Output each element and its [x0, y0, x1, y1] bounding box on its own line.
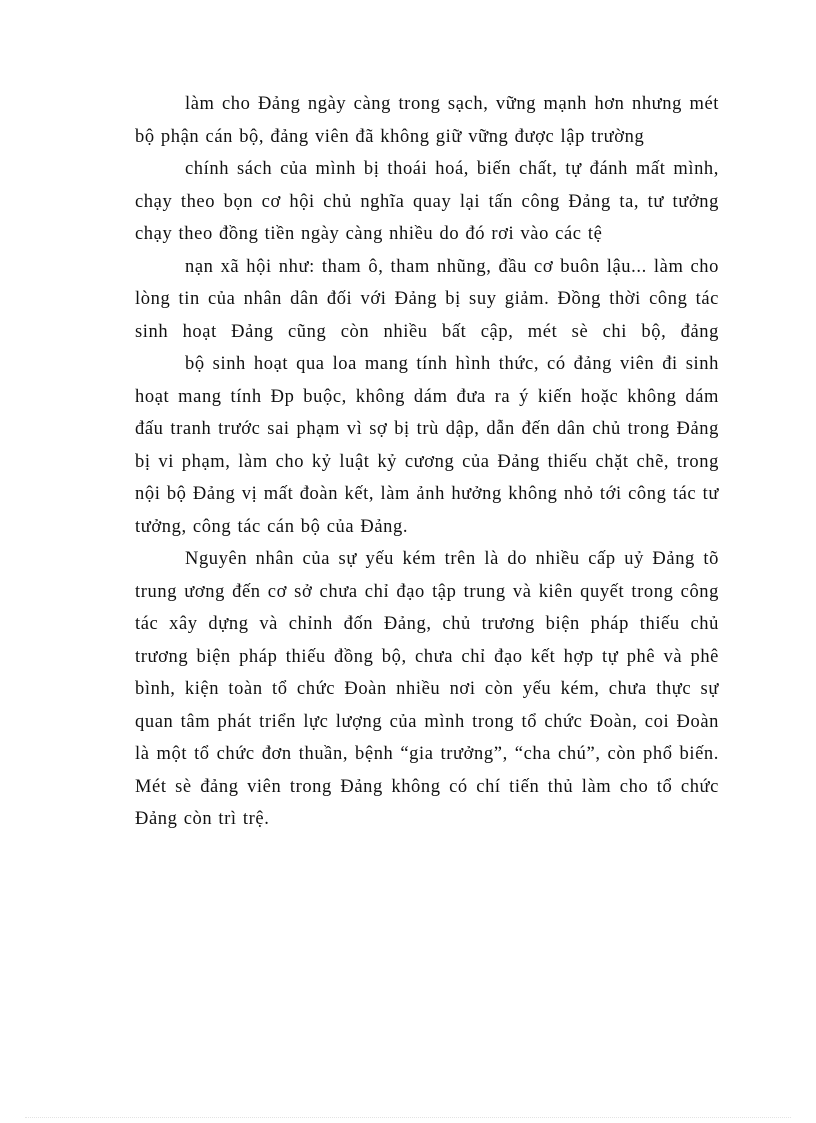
page-bottom-divider	[25, 1117, 791, 1118]
paragraph-4: bộ sinh hoạt qua loa mang tính hình thức, có đảng viên đi sinh hoạt mang tính Đp buộc, không dám đưa ra ý kiến hoặc không dám đấu tranh trước sai phạm vì sợ bị trù dập, dẫn đến dân chủ trong Đảng bị vi phạm, làm cho kỷ luật kỷ cương của Đảng thiếu chặt chẽ, trong nội bộ Đảng vị mất đoàn kết, làm ảnh hưởng không nhỏ tới công tác tư tưởng, công tác cán bộ của Đảng.	[135, 354, 719, 537]
paragraph-1: làm cho Đảng ngày càng trong sạch, vững mạnh hơn nhưng mét bộ phận cán bộ, đảng viên đã không giữ vững được lập trường	[135, 94, 719, 147]
body-text	[135, 88, 719, 836]
paragraph-2: chính sách của mình bị thoái hoá, biến chất, tự đánh mất mình, chạy theo bọn cơ hội chủ nghĩa quay lại tấn công Đảng ta, tư tưởng chạy theo đồng tiền ngày càng nhiều do đó rơi vào các tệ	[135, 159, 719, 244]
paragraph-5: Nguyên nhân của sự yếu kém trên là do nhiều cấp uỷ Đảng tõ trung ương đến cơ sở chưa chỉ đạo tập trung và kiên quyết trong công tác xây dựng và chỉnh đốn Đảng, chủ trương biện pháp thiếu chủ trương biện pháp thiếu đồng bộ, chưa chỉ đạo kết hợp tự phê và phê bình, kiện toàn tổ chức Đoàn nhiều nơi còn yếu kém, chưa thực sự quan tâm phát triển lực lượng của mình trong tổ chức Đoàn, coi Đoàn là một tổ chức đơn thuần, bệnh “gia trưởng”, “cha chú”, còn phổ biến. Mét sè đảng viên trong Đảng không có chí tiến thủ làm cho tổ chức Đảng còn trì trệ.	[135, 549, 719, 829]
paragraph-3: nạn xã hội như: tham ô, tham nhũng, đầu cơ buôn lậu... làm cho lòng tin của nhân dân đối với Đảng bị suy giảm. Đồng thời công tác sinh hoạt Đảng cũng còn nhiều bất cập, mét sè chi bộ, đảng	[135, 256, 719, 342]
